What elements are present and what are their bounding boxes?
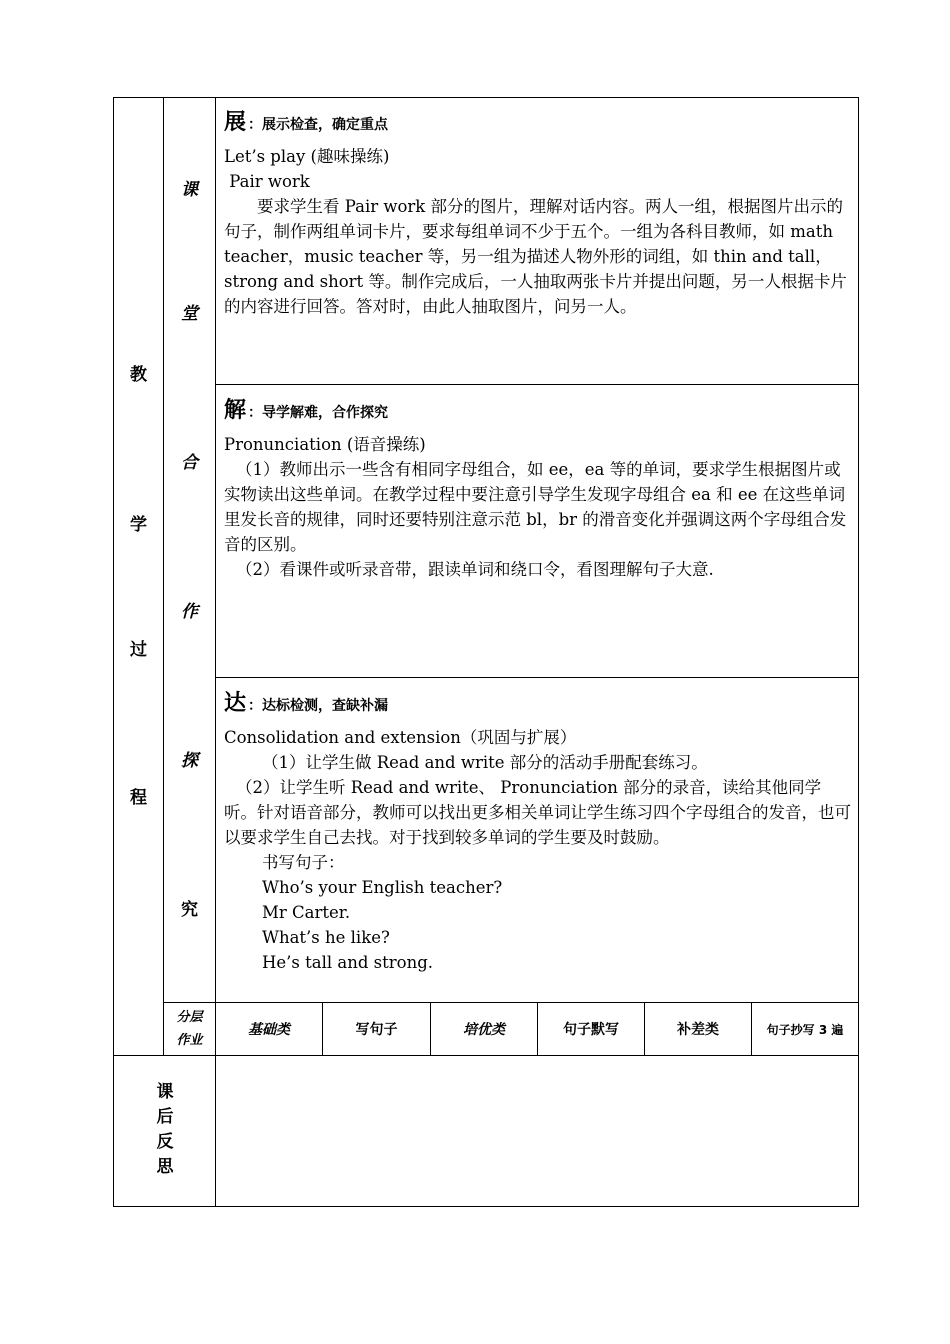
classroom-label-char: 究 (181, 900, 198, 920)
classroom-label-char: 探 (181, 751, 198, 771)
section-title-mark: 达 (224, 691, 247, 716)
process-label-char: 过 (130, 640, 147, 660)
section-title-mark: 展 (224, 110, 247, 135)
activity-heading: Pronunciation (语音操练) (224, 435, 426, 454)
reflection-content[interactable] (216, 1057, 858, 1205)
activity-heading: Let’s play (趣味操练) (224, 147, 390, 166)
section-title (224, 691, 852, 725)
reflection-label-char: 反 (156, 1132, 174, 1152)
activity-subheading: Pair work (224, 172, 310, 191)
homework-category-basic: 基础类 (248, 1022, 290, 1038)
writing-sentence: He’s tall and strong. (262, 953, 434, 972)
activity-heading: Consolidation and extension（巩固与扩展） (224, 728, 577, 747)
section-title (224, 110, 852, 144)
activity-paragraph: （1）教师出示一些含有相同字母组合，如 ee，ea 等的单词，要求学生根据图片或实物读出这些单词。在教学过程中要注意引导学生发现字母组合 ea 和 ee 在这些单词里发长音的规律，同时还要特别注意示范 bl，br 的滑音变化并强调这两个字母组合发音的区别。 (224, 460, 847, 554)
process-label-char: 学 (130, 515, 147, 535)
homework-task-basic: 写句子 (355, 1022, 398, 1038)
homework-label-line: 分层 (176, 1010, 203, 1025)
section-title (224, 398, 852, 432)
section-title-text: ：导学解难，合作探究 (248, 405, 389, 421)
reflection-label-char: 思 (156, 1157, 174, 1177)
activity-paragraph: （1）让学生做 Read and write 部分的活动手册配套练习。 (262, 753, 708, 772)
activity-paragraph: 要求学生看 Pair work 部分的图片，理解对话内容。两人一组，根据图片出示的句子，制作两组单词卡片，要求每组单词不少于五个。一组为各科目教师，如 math teacher，music teacher 等，另一组为描述人物外形的词组，如 thin and tall， strong and short 等。制作完成后，一人抽取两张卡片并提出问题，另一人根据卡片的内容进行回答。答对时，由此人抽取图片，问另一人。 (224, 197, 847, 316)
homework-task-advanced: 句子默写 (563, 1022, 619, 1038)
reflection-label (115, 1080, 215, 1180)
section-title-mark: 解 (224, 398, 247, 423)
homework-category-remedial: 补差类 (677, 1022, 719, 1038)
writing-heading: 书写句子： (262, 853, 345, 872)
section-title-text: ：展示检查，确定重点 (248, 117, 389, 133)
homework-label-line: 作业 (176, 1033, 203, 1048)
classroom-label-char: 合 (181, 453, 198, 473)
writing-sentence: What’s he like? (262, 928, 390, 947)
reflection-label-char: 课 (156, 1082, 174, 1102)
section-show (224, 110, 852, 319)
classroom-label-char: 堂 (181, 304, 198, 324)
activity-paragraph: （2）看课件或听录音带，跟读单词和绕口令，看图理解句子大意. (236, 560, 714, 579)
activity-paragraph: （2）让学生听 Read and write、 Pronunciation 部分的录音，读给其他同学听。针对语音部分，教师可以找出更多相关单词让学生练习四个字母组合的发音，也可以要求学生自己去找。对于找到较多单词的学生要及时鼓励。 (224, 778, 851, 847)
process-label-char: 教 (130, 365, 147, 385)
homework-task-remedial: 句子抄写 3 遍 (766, 1022, 844, 1037)
section-explain (224, 398, 852, 582)
writing-sentence: Who’s your English teacher? (262, 878, 503, 897)
classroom-label-char: 作 (181, 602, 198, 622)
reflection-label-char: 后 (156, 1107, 174, 1127)
homework-category-advanced: 培优类 (463, 1022, 505, 1038)
process-label-char: 程 (130, 788, 147, 808)
classroom-label-char: 课 (181, 180, 198, 200)
writing-sentence: Mr Carter. (262, 903, 351, 922)
section-title-text: ：达标检测，查缺补漏 (248, 698, 389, 714)
homework-label (164, 1006, 215, 1052)
section-check (224, 691, 852, 975)
